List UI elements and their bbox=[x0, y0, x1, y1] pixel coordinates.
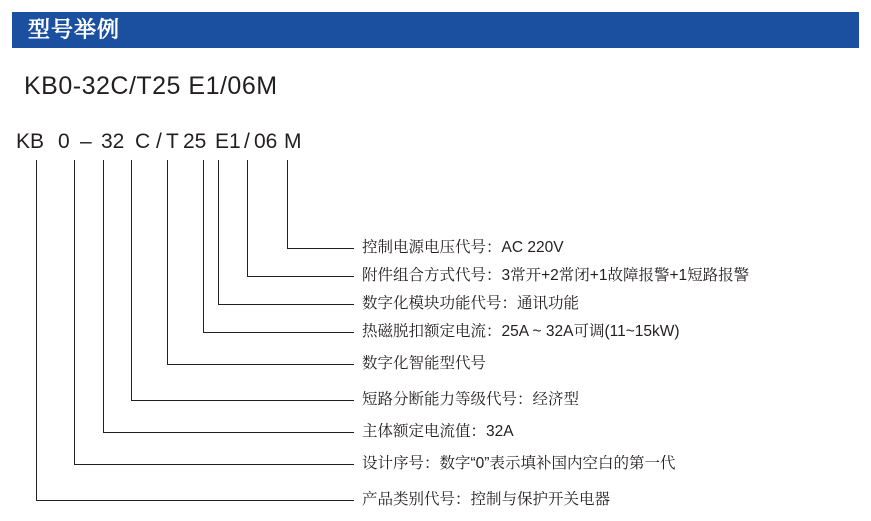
code-segment-32: 32 bbox=[101, 130, 125, 153]
code-segment-06: 06 bbox=[254, 130, 278, 153]
code-segment-25: 25 bbox=[183, 130, 207, 153]
leader-hline-e bbox=[203, 332, 354, 333]
leader-vline-e bbox=[203, 160, 204, 332]
code-segment-1: 1 bbox=[229, 130, 241, 153]
code-segment-0: 0 bbox=[58, 130, 70, 153]
callout-breaking-capacity: 短路分断能力等级代号：经济型 bbox=[362, 391, 580, 408]
page-title: 型号举例 bbox=[28, 17, 121, 42]
leader-vline-0 bbox=[74, 160, 75, 464]
leader-hline-m bbox=[287, 248, 354, 249]
leader-hline-t25 bbox=[167, 364, 354, 365]
leader-vline-c bbox=[131, 160, 132, 400]
code-segment-c: C bbox=[135, 130, 151, 153]
leader-hline-c bbox=[131, 400, 354, 401]
header-bar bbox=[12, 12, 859, 48]
callout-thermal-magnetic: 热磁脱扣额定电流：25A ~ 32A可调(11~15kW) bbox=[362, 323, 680, 340]
leader-vline-1 bbox=[218, 160, 219, 304]
code-segment-dash: – bbox=[80, 130, 92, 153]
leader-hline-kb bbox=[36, 500, 354, 501]
code-segment-slash2: / bbox=[244, 130, 250, 153]
leader-hline-1 bbox=[218, 304, 354, 305]
leader-vline-t25 bbox=[167, 160, 168, 364]
callout-rated-current: 主体额定电流值：32A bbox=[362, 423, 514, 440]
code-segment-kb: KB bbox=[16, 130, 45, 153]
leader-vline-06 bbox=[247, 160, 248, 276]
callout-accessory-combination: 附件组合方式代号：3常开+2常闭+1故障报警+1短路报警 bbox=[362, 267, 750, 284]
code-segment-m: M bbox=[284, 130, 302, 153]
code-segment-e: E bbox=[215, 130, 230, 153]
leader-hline-06 bbox=[247, 276, 354, 277]
leader-hline-32 bbox=[103, 432, 354, 433]
leader-hline-0 bbox=[74, 464, 354, 465]
callout-control-voltage: 控制电源电压代号：AC 220V bbox=[362, 239, 564, 256]
model-code-text: KB0-32C/T25 E1/06M bbox=[24, 72, 278, 100]
code-segment-t: T bbox=[166, 130, 179, 153]
callout-digital-module: 数字化模块功能代号：通讯功能 bbox=[362, 295, 580, 312]
callout-design-sequence: 设计序号：数字“0”表示填补国内空白的第一代 bbox=[362, 455, 676, 472]
leader-vline-32 bbox=[103, 160, 104, 432]
leader-vline-m bbox=[287, 160, 288, 248]
code-segment-slash1: / bbox=[156, 130, 162, 153]
leader-vline-kb bbox=[36, 160, 37, 500]
callout-digital-intelligent: 数字化智能型代号 bbox=[362, 355, 487, 372]
callout-product-category: 产品类别代号：控制与保护开关电器 bbox=[362, 491, 611, 508]
